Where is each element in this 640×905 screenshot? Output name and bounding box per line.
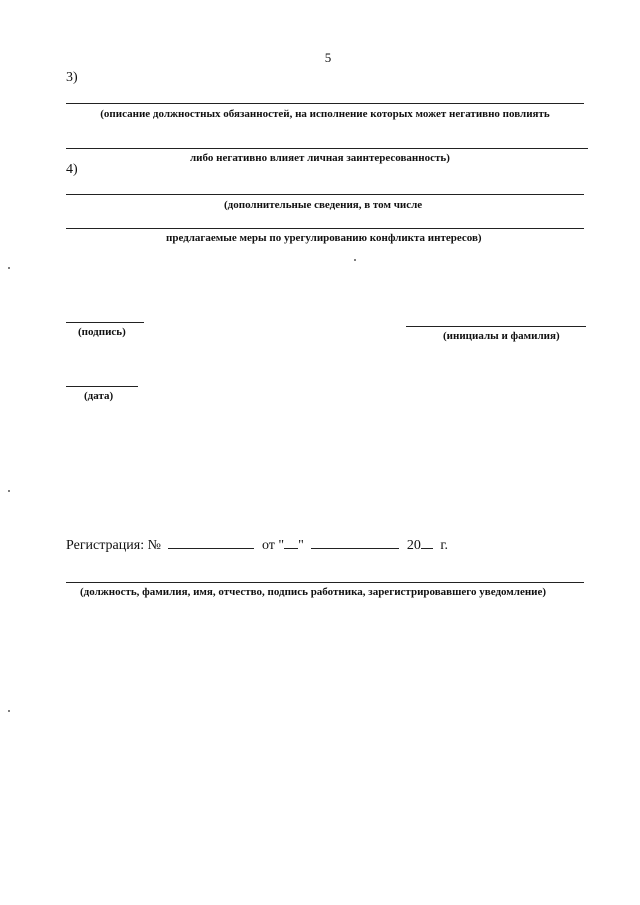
item-4-line-2 (66, 228, 584, 229)
signature-line (66, 322, 144, 323)
page-number: 5 (324, 50, 332, 65)
item-3-line-2 (66, 148, 588, 149)
scan-speck (354, 259, 356, 261)
item-4-number: 4) (66, 162, 78, 177)
item-4-caption-line-2: предлагаемые меры по урегулированию конфликта интересов) (166, 232, 482, 244)
name-line (406, 326, 586, 327)
registrar-line (66, 582, 584, 583)
registration-number-blank (168, 536, 254, 549)
item-3-caption-line-2: либо негативно влияет личная заинтересованность) (190, 152, 450, 164)
scan-speck (8, 710, 10, 712)
signature-label: (подпись) (78, 326, 126, 338)
registration-month-blank (311, 536, 399, 549)
registration-year-suffix: г. (440, 538, 448, 553)
scan-speck (8, 267, 10, 269)
item-3-line-1 (66, 103, 584, 104)
item-3-caption-line-1: (описание должностных обязанностей, на исполнение которых может негативно повлиять (100, 108, 550, 120)
item-3-number: 3) (66, 70, 78, 85)
scan-speck (8, 490, 10, 492)
registration-day-blank (284, 536, 298, 549)
name-label: (инициалы и фамилия) (443, 330, 560, 342)
date-line (66, 386, 138, 387)
registration-quote-close: " (298, 538, 304, 553)
registration-from-label: от " (261, 538, 285, 553)
date-label: (дата) (84, 390, 114, 402)
registration-row (66, 536, 448, 554)
registration-label: Регистрация: № (66, 538, 161, 553)
item-4-caption-line-1: (дополнительные сведения, в том числе (224, 199, 423, 211)
registration-year-prefix: 20 (406, 538, 421, 553)
registrar-caption: (должность, фамилия, имя, отчество, подпись работника, зарегистрировавшего уведомление) (80, 586, 547, 598)
registration-year-blank (421, 536, 433, 549)
item-4-line-1 (66, 194, 584, 195)
